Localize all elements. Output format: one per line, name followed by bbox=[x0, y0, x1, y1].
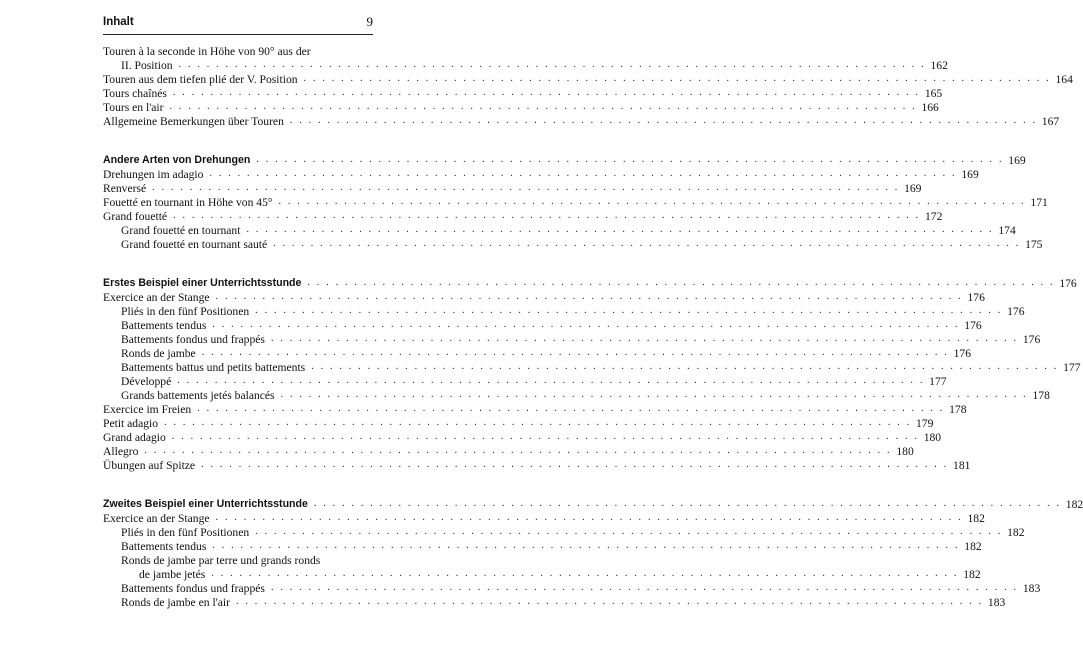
toc-section-heading bbox=[103, 276, 1077, 290]
dot-leader: . . . . . . . . . . . . . . . . . . . . . . . . . . . . . . . . . . . . . . . . . . . . . . . . . . . . . . . . . . . . . . . . . . . . . . . . . . . . . . . . bbox=[255, 305, 1003, 316]
toc-page-number: 169 bbox=[1008, 154, 1026, 167]
toc-entry-title: Touren aus dem tiefen plié der V. Position bbox=[103, 73, 298, 86]
toc-entry bbox=[103, 430, 942, 444]
toc-entry bbox=[103, 444, 914, 458]
toc-entry-title: Pliés in den fünf Positionen bbox=[121, 526, 250, 539]
toc-page-number: 179 bbox=[915, 417, 934, 430]
toc-entry bbox=[121, 318, 982, 332]
toc-entry bbox=[121, 525, 1025, 539]
running-header bbox=[103, 16, 373, 35]
toc-entry bbox=[121, 595, 1006, 609]
toc-entry bbox=[121, 581, 1041, 595]
toc-page-number: 177 bbox=[1063, 361, 1081, 374]
dot-leader: . . . . . . . . . . . . . . . . . . . . . . . . . . . . . . . . . . . . . . . . . . . . . . . . . . . . . . . . . . . . . . . . . . . . . . . . . . . . . . . . bbox=[211, 568, 959, 579]
toc-entry-title: Battements fondus und frappés bbox=[121, 333, 265, 346]
toc-entry-title: Andere Arten von Drehungen bbox=[103, 154, 251, 166]
toc-entry bbox=[121, 388, 1050, 402]
dot-leader: . . . . . . . . . . . . . . . . . . . . . . . . . . . . . . . . . . . . . . . . . . . . . . . . . . . . . . . . . . . . . . . . . . . . . . . . . . . . . . . . bbox=[172, 87, 921, 98]
toc-entry-title: Erstes Beispiel einer Unterrichtsstunde bbox=[103, 277, 302, 289]
header-page-number: 9 bbox=[366, 14, 373, 29]
dot-leader: . . . . . . . . . . . . . . . . . . . . . . . . . . . . . . . . . . . . . . . . . . . . . . . . . . . . . . . . . . . . . . . . . . . . . . . . . . . . . . . . bbox=[289, 115, 1038, 126]
dot-leader: . . . . . . . . . . . . . . . . . . . . . . . . . . . . . . . . . . . . . . . . . . . . . . . . . . . . . . . . . . . . . . . . . . . . . . . . . . . . . . . . bbox=[209, 168, 957, 179]
toc-entry-title: Renversé bbox=[103, 182, 147, 195]
toc-page-number: 182 bbox=[1007, 526, 1025, 539]
toc-entry bbox=[121, 360, 1081, 374]
dot-leader: . . . . . . . . . . . . . . . . . . . . . . . . . . . . . . . . . . . . . . . . . . . . . . . . . . . . . . . . . . . . . . . . . . . . . . . . . . . . . . . . bbox=[215, 512, 963, 523]
toc-section-heading bbox=[103, 153, 1026, 167]
toc-page-number: 167 bbox=[1041, 115, 1060, 128]
dot-leader: . . . . . . . . . . . . . . . . . . . . . . . . . . . . . . . . . . . . . . . . . . . . . . . . . . . . . . . . . . . . . . . . . . . . . . . . . . . . . . . . bbox=[173, 210, 921, 221]
dot-leader: . . . . . . . . . . . . . . . . . . . . . . . . . . . . . . . . . . . . . . . . . . . . . . . . . . . . . . . . . . . . . . . . . . . . . . . . . . . . . . . . bbox=[212, 540, 960, 551]
toc-section-heading bbox=[103, 497, 1083, 511]
toc-page-number: 182 bbox=[964, 540, 982, 553]
toc-page-number: 177 bbox=[929, 375, 947, 388]
toc-page-number: 181 bbox=[953, 459, 971, 472]
toc-entry bbox=[103, 290, 985, 304]
toc-page-number: 176 bbox=[1059, 277, 1077, 290]
toc-page-number: 178 bbox=[1032, 389, 1050, 402]
toc-entry bbox=[121, 567, 981, 581]
toc-entry-title: Ronds de jambe en l'air bbox=[121, 596, 230, 609]
dot-leader: . . . . . . . . . . . . . . . . . . . . . . . . . . . . . . . . . . . . . . . . . . . . . . . . . . . . . . . . . . . . . . . . . . . . . . . . . . . . . . . . bbox=[270, 582, 1019, 593]
toc-page-number: 183 bbox=[1022, 582, 1041, 595]
toc-page-number: 176 bbox=[964, 319, 982, 332]
dot-leader: . . . . . . . . . . . . . . . . . . . . . . . . . . . . . . . . . . . . . . . . . . . . . . . . . . . . . . . . . . . . . . . . . . . . . . . . . . . . . . . . bbox=[256, 154, 1004, 165]
dot-leader: . . . . . . . . . . . . . . . . . . . . . . . . . . . . . . . . . . . . . . . . . . . . . . . . . . . . . . . . . . . . . . . . . . . . . . . . . . . . . . . . bbox=[197, 403, 945, 414]
toc-page-number: 176 bbox=[1022, 333, 1041, 346]
header-title: Inhalt bbox=[103, 16, 134, 28]
toc-entry bbox=[103, 58, 948, 72]
toc-entry-title: Allegro bbox=[103, 445, 139, 458]
dot-leader: . . . . . . . . . . . . . . . . . . . . . . . . . . . . . . . . . . . . . . . . . . . . . . . . . . . . . . . . . . . . . . . . . . . . . . . . . . . . . . . . bbox=[152, 182, 900, 193]
toc-entry bbox=[121, 346, 972, 360]
toc-entry-title: Ronds de jambe bbox=[121, 347, 196, 360]
toc-entry-title: Développé bbox=[121, 375, 172, 388]
dot-leader: . . . . . . . . . . . . . . . . . . . . . . . . . . . . . . . . . . . . . . . . . . . . . . . . . . . . . . . . . . . . . . . . . . . . . . . . . . . . . . . . bbox=[212, 319, 960, 330]
dot-leader: . . . . . . . . . . . . . . . . . . . . . . . . . . . . . . . . . . . . . . . . . . . . . . . . . . . . . . . . . . . . . . . . . . . . . . . . . . . . . . . . bbox=[144, 445, 892, 456]
toc-entry-title: Exercice im Freien bbox=[103, 403, 192, 416]
toc-entry-title: Grand fouetté en tournant sauté bbox=[121, 238, 268, 251]
dot-leader: . . . . . . . . . . . . . . . . . . . . . . . . . . . . . . . . . . . . . . . . . . . . . . . . . . . . . . . . . . . . . . . . . . . . . . . . . . . . . . . . bbox=[178, 59, 926, 70]
toc-entry-title: Grands battements jetés balancés bbox=[121, 389, 275, 402]
toc-page-number: 176 bbox=[953, 347, 972, 360]
dot-leader: . . . . . . . . . . . . . . . . . . . . . . . . . . . . . . . . . . . . . . . . . . . . . . . . . . . . . . . . . . . . . . . . . . . . . . . . . . . . . . . . bbox=[164, 417, 912, 428]
toc-page-number: 171 bbox=[1030, 196, 1048, 209]
toc-entry-title: Battements tendus bbox=[121, 540, 207, 553]
dot-leader: . . . . . . . . . . . . . . . . . . . . . . . . . . . . . . . . . . . . . . . . . . . . . . . . . . . . . . . . . . . . . . . . . . . . . . . . . . . . . . . . bbox=[201, 347, 950, 358]
toc-page-number: 175 bbox=[1025, 238, 1043, 251]
toc-entry-title: Pliés in den fünf Positionen bbox=[121, 305, 250, 318]
toc-page-number: 164 bbox=[1055, 73, 1073, 86]
toc-entry bbox=[103, 86, 943, 100]
toc-page-number: 169 bbox=[904, 182, 922, 195]
toc-entry bbox=[103, 72, 1073, 86]
dot-leader: . . . . . . . . . . . . . . . . . . . . . . . . . . . . . . . . . . . . . . . . . . . . . . . . . . . . . . . . . . . . . . . . . . . . . . . . . . . . . . . . bbox=[246, 224, 994, 235]
toc-entry-title: Petit adagio bbox=[103, 417, 159, 430]
toc-entry-title: Battements battus und petits battements bbox=[121, 361, 306, 374]
dot-leader: . . . . . . . . . . . . . . . . . . . . . . . . . . . . . . . . . . . . . . . . . . . . . . . . . . . . . . . . . . . . . . . . . . . . . . . . . . . . . . . . bbox=[255, 526, 1003, 537]
toc-page-number: 176 bbox=[1007, 305, 1025, 318]
toc-entry bbox=[121, 553, 373, 567]
toc-entry bbox=[103, 416, 934, 430]
dot-leader: . . . . . . . . . . . . . . . . . . . . . . . . . . . . . . . . . . . . . . . . . . . . . . . . . . . . . . . . . . . . . . . . . . . . . . . . . . . . . . . . bbox=[215, 291, 963, 302]
toc-page-number: 182 bbox=[1065, 498, 1083, 511]
toc-entry-title: Grand fouetté en tournant bbox=[121, 224, 241, 237]
toc-entry-title: II. Position bbox=[121, 59, 173, 72]
toc-entry bbox=[103, 181, 922, 195]
toc-page-number: 169 bbox=[961, 168, 979, 181]
toc-page-number: 176 bbox=[967, 291, 985, 304]
toc-entry-title: Exercice an der Stange bbox=[103, 512, 210, 525]
dot-leader: . . . . . . . . . . . . . . . . . . . . . . . . . . . . . . . . . . . . . . . . . . . . . . . . . . . . . . . . . . . . . . . . . . . . . . . . . . . . . . . . bbox=[270, 333, 1019, 344]
toc-page-number: 180 bbox=[896, 445, 914, 458]
toc-entry-title: Battements fondus und frappés bbox=[121, 582, 265, 595]
toc-entry bbox=[121, 237, 1043, 251]
toc-page-number: 182 bbox=[967, 512, 985, 525]
toc-entry-title: Tours en l'air bbox=[103, 101, 164, 114]
toc-entry-title: Ronds de jambe par terre und grands ronds bbox=[121, 554, 321, 567]
toc-entry bbox=[121, 332, 1041, 346]
toc-page-number: 178 bbox=[949, 403, 967, 416]
dot-leader: . . . . . . . . . . . . . . . . . . . . . . . . . . . . . . . . . . . . . . . . . . . . . . . . . . . . . . . . . . . . . . . . . . . . . . . . . . . . . . . . bbox=[303, 73, 1051, 84]
dot-leader: . . . . . . . . . . . . . . . . . . . . . . . . . . . . . . . . . . . . . . . . . . . . . . . . . . . . . . . . . . . . . . . . . . . . . . . . . . . . . . . . bbox=[273, 238, 1021, 249]
toc-entry bbox=[103, 511, 985, 525]
toc-entry-title: Touren à la seconde in Höhe von 90° aus der bbox=[103, 45, 311, 58]
dot-leader: . . . . . . . . . . . . . . . . . . . . . . . . . . . . . . . . . . . . . . . . . . . . . . . . . . . . . . . . . . . . . . . . . . . . . . . . . . . . . . . . bbox=[278, 196, 1026, 207]
toc-entry-title: Fouetté en tournant in Höhe von 45° bbox=[103, 196, 273, 209]
toc-entry-title: Zweites Beispiel einer Unterrichtsstunde bbox=[103, 498, 308, 510]
toc-entry-title: Übungen auf Spitze bbox=[103, 459, 196, 472]
dot-leader: . . . . . . . . . . . . . . . . . . . . . . . . . . . . . . . . . . . . . . . . . . . . . . . . . . . . . . . . . . . . . . . . . . . . . . . . . . . . . . . . bbox=[171, 431, 920, 442]
toc-entry bbox=[103, 44, 373, 58]
toc-entry-title: Exercice an der Stange bbox=[103, 291, 210, 304]
toc-entry bbox=[121, 539, 982, 553]
toc-entry-title: Grand fouetté bbox=[103, 210, 168, 223]
toc-entry bbox=[103, 100, 939, 114]
toc-page-number: 166 bbox=[921, 101, 939, 114]
dot-leader: . . . . . . . . . . . . . . . . . . . . . . . . . . . . . . . . . . . . . . . . . . . . . . . . . . . . . . . . . . . . . . . . . . . . . . . . . . . . . . . . bbox=[307, 277, 1055, 288]
toc-entry bbox=[121, 304, 1025, 318]
toc-page-number: 172 bbox=[924, 210, 943, 223]
toc-entry-title: Tours chaînés bbox=[103, 87, 167, 100]
dot-leader: . . . . . . . . . . . . . . . . . . . . . . . . . . . . . . . . . . . . . . . . . . . . . . . . . . . . . . . . . . . . . . . . . . . . . . . . . . . . . . . . bbox=[313, 498, 1062, 509]
toc-page-number: 180 bbox=[923, 431, 942, 444]
dot-leader: . . . . . . . . . . . . . . . . . . . . . . . . . . . . . . . . . . . . . . . . . . . . . . . . . . . . . . . . . . . . . . . . . . . . . . . . . . . . . . . . bbox=[235, 596, 984, 607]
toc-page-number: 165 bbox=[924, 87, 943, 100]
toc-entry-title: de jambe jetés bbox=[139, 568, 206, 581]
toc-entry bbox=[121, 374, 947, 388]
toc-entry-title: Grand adagio bbox=[103, 431, 166, 444]
toc-entry bbox=[103, 402, 967, 416]
toc-entry bbox=[103, 114, 1060, 128]
dot-leader: . . . . . . . . . . . . . . . . . . . . . . . . . . . . . . . . . . . . . . . . . . . . . . . . . . . . . . . . . . . . . . . . . . . . . . . . . . . . . . . . bbox=[201, 459, 949, 470]
toc-entry bbox=[103, 458, 971, 472]
toc-page-number: 162 bbox=[930, 59, 948, 72]
toc-entry-title: Battements tendus bbox=[121, 319, 207, 332]
toc-entry bbox=[103, 195, 1048, 209]
toc-entry bbox=[103, 167, 979, 181]
dot-leader: . . . . . . . . . . . . . . . . . . . . . . . . . . . . . . . . . . . . . . . . . . . . . . . . . . . . . . . . . . . . . . . . . . . . . . . . . . . . . . . . bbox=[177, 375, 925, 386]
toc-entry-title: Allgemeine Bemerkungen über Touren bbox=[103, 115, 284, 128]
toc-entry bbox=[121, 223, 1016, 237]
toc-page-number: 183 bbox=[987, 596, 1006, 609]
dot-leader: . . . . . . . . . . . . . . . . . . . . . . . . . . . . . . . . . . . . . . . . . . . . . . . . . . . . . . . . . . . . . . . . . . . . . . . . . . . . . . . . bbox=[280, 389, 1028, 400]
toc-page-number: 174 bbox=[998, 224, 1016, 237]
dot-leader: . . . . . . . . . . . . . . . . . . . . . . . . . . . . . . . . . . . . . . . . . . . . . . . . . . . . . . . . . . . . . . . . . . . . . . . . . . . . . . . . bbox=[311, 361, 1059, 372]
dot-leader: . . . . . . . . . . . . . . . . . . . . . . . . . . . . . . . . . . . . . . . . . . . . . . . . . . . . . . . . . . . . . . . . . . . . . . . . . . . . . . . . bbox=[169, 101, 917, 112]
toc-entry-title: Drehungen im adagio bbox=[103, 168, 204, 181]
toc-entry bbox=[103, 209, 943, 223]
toc-page-number: 182 bbox=[963, 568, 981, 581]
